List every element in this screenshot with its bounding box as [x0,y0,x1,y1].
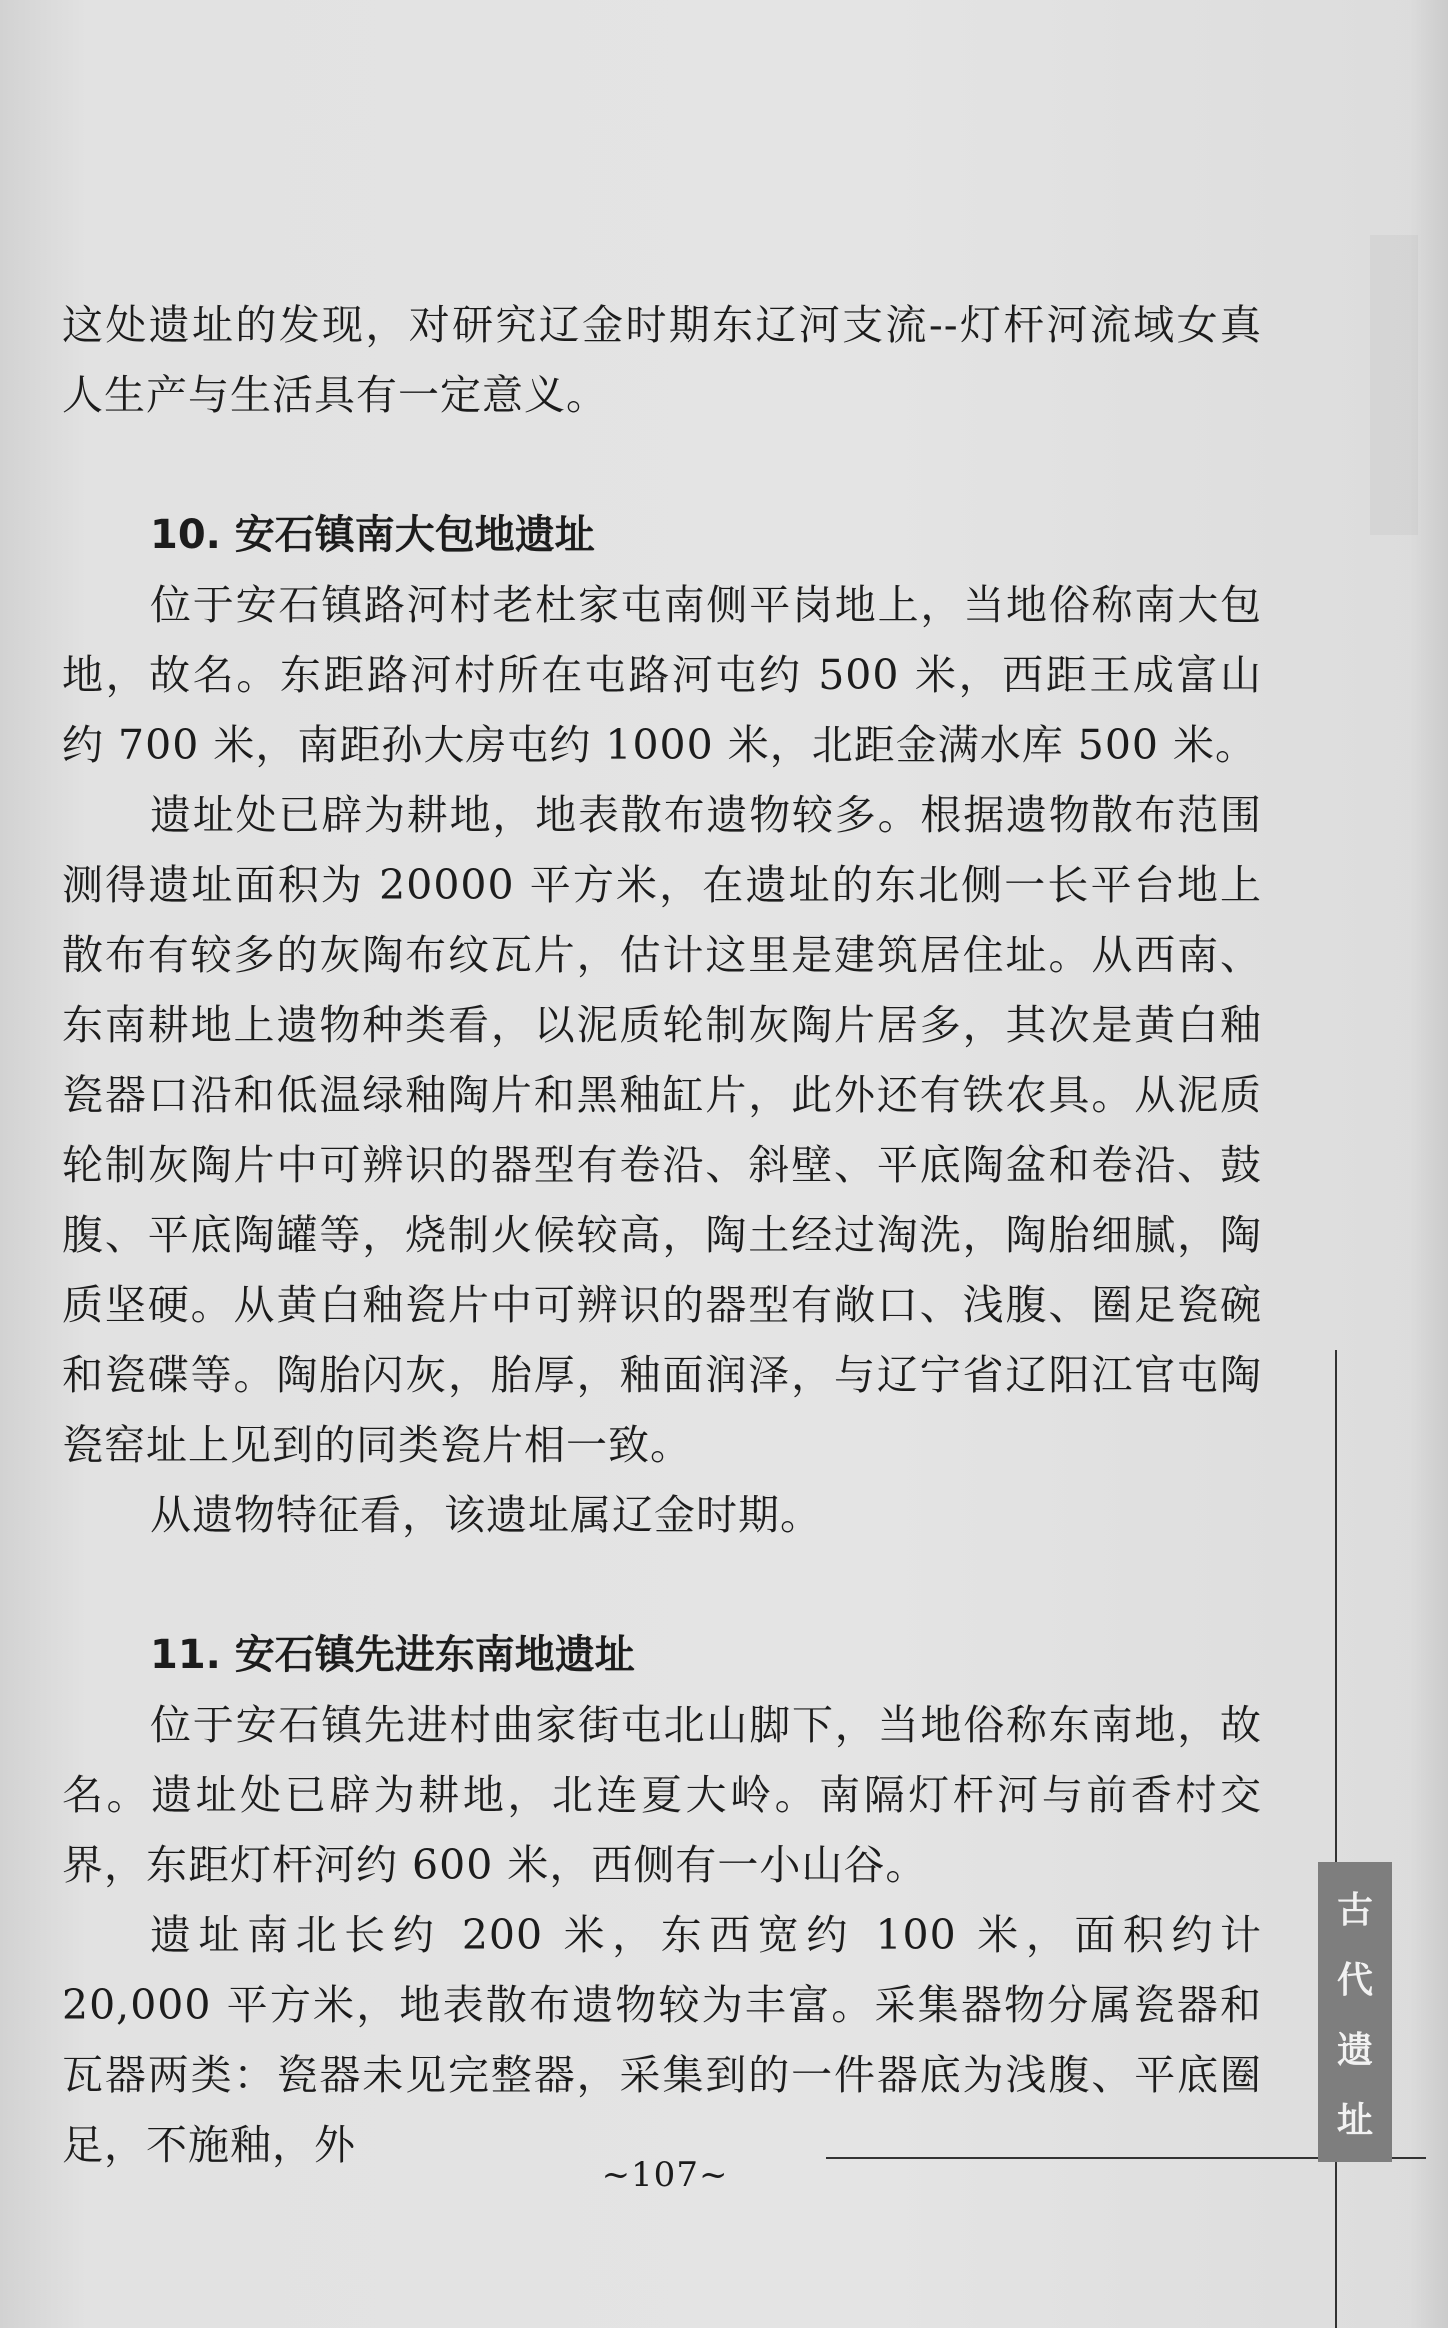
spacer [62,1550,1262,1620]
section-heading-11: 11. 安石镇先进东南地遗址 [150,1632,635,1678]
paragraph-10-conclusion: 从遗物特征看，该遗址属辽金时期。 [150,1491,822,1539]
paragraph-11-description: 遗址南北长约 200 米，东西宽约 100 米，面积约计 20,000 平方米，地表散布遗物较为丰富。采集器物分属瓷器和瓦器两类：瓷器未见完整器，采集到的一件器底为浅腹、平底圈足，不施釉，外 [62,1911,1262,2169]
paragraph-11-location: 位于安石镇先进村曲家街屯北山脚下，当地俗称东南地，故名。遗址处已辟为耕地，北连夏大岭。南隔灯杆河与前香村交界，东距灯杆河约 600 米，西侧有一小山谷。 [62,1701,1262,1889]
intro-paragraph: 这处遗址的发现，对研究辽金时期东辽河支流--灯杆河流域女真人生产与生活具有一定意义。 [62,301,1262,419]
section-tab-char: 古 [1336,1888,1373,1931]
page-number: ~107~ [601,2155,729,2195]
margin-rule-vertical [1335,1350,1337,2328]
section-tab [1318,1862,1392,2162]
spacer [62,430,1262,500]
section-tab-char: 遗 [1336,2028,1373,2071]
section-tab-char: 址 [1336,2098,1373,2141]
body-text [62,290,1262,2180]
section-heading-10: 10. 安石镇南大包地遗址 [150,512,595,558]
page-edge-shadow [1408,0,1448,2328]
section-tab-char: 代 [1336,1958,1373,2001]
paragraph-10-location: 位于安石镇路河村老杜家屯南侧平岗地上，当地俗称南大包地，故名。东距路河村所在屯路河屯约 500 米，西距王成富山约 700 米，南距孙大房屯约 1000 米，北距金满水库 500 米。 [62,581,1262,769]
paragraph-10-description: 遗址处已辟为耕地，地表散布遗物较多。根据遗物散布范围测得遗址面积为 20000 平方米，在遗址的东北侧一长平台地上散布有较多的灰陶布纹瓦片，估计这里是建筑居住址。从西南、东南耕地上遗物种类看，以泥质轮制灰陶片居多，其次是黄白釉瓷器口沿和低温绿釉陶片和黑釉缸片，此外还有铁农具。从泥质轮制灰陶片中可辨识的器型有卷沿、斜壁、平底陶盆和卷沿、鼓腹、平底陶罐等，烧制火候较高，陶土经过淘洗，陶胎细腻，陶质坚硬。从黄白釉瓷片中可辨识的器型有敞口、浅腹、圈足瓷碗和瓷碟等。陶胎闪灰，胎厚，釉面润泽，与辽宁省辽阳江官屯陶瓷窑址上见到的同类瓷片相一致。 [62,791,1262,1469]
